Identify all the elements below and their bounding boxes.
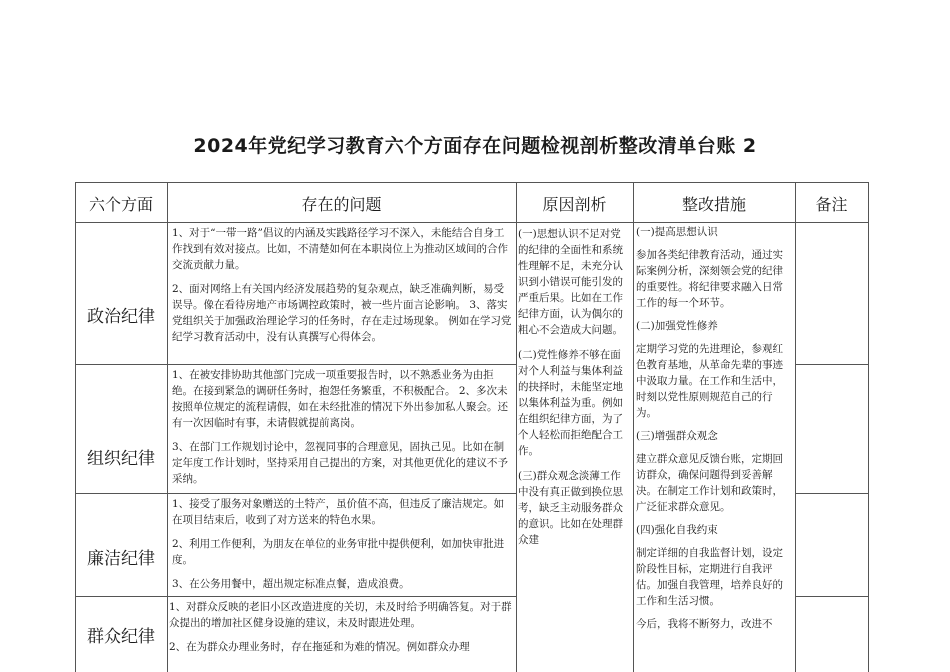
remark-divider-3 [795,596,869,597]
remark-divider-2 [795,493,869,494]
col-divider-1 [167,182,168,672]
header-measures: 整改措施 [681,195,746,214]
cause-item: (二)党性修养不够在面对个人利益与集体利益的抉择时，未能坚定地以集体利益为重。例如在组织纪律方面，为了个人轻松而拒绝配合工作。 [518,349,623,457]
problem-item: 2、利用工作便利，为朋友在单位的业务审批中提供便利，如加快审批进度。 [172,538,505,566]
table-border-right [868,182,869,672]
problem-item: 2、在为群众办理业务时，存在拖延和为难的情况。例如群众办理 [169,641,470,653]
problems-organizational [172,367,512,492]
measure-heading: (三)增强群众观念 [636,430,718,442]
cause-item: (三)群众观念淡薄工作中没有真正做到换位思考，缺乏主动服务群众的意识。比如在处理群众建 [518,470,623,546]
cause-item: (一)思想认识不足对党的纪律的全面性和系统性理解不足，未充分认识到小错误可能引发的严重后果。比如在工作纪律方面，认为偶尔的粗心不会造成大问题。 [518,228,623,336]
header-aspect: 六个方面 [88,195,153,214]
measure-text: 制定详细的自我监督计划，设定阶段性目标，定期进行自我评估。加强自我管理，培养良好的工作和生活习惯。 [636,547,783,607]
problem-item: 3、在部门工作规划讨论中，忽视同事的合理意见，固执己见。比如在制定年度工作计划时，坚持采用自己提出的方案，对其他更优化的建议不予采纳。 [172,441,508,485]
remark-cell [797,366,867,492]
table-border-top [75,182,869,183]
row-divider-1 [75,364,516,365]
causes-cell [518,226,630,672]
problems-political [172,225,512,363]
remark-cell [797,224,867,363]
row-divider-2 [75,493,516,494]
row-label-mass: 群众纪律 [87,627,155,647]
problems-integrity [172,496,512,595]
measure-text: 参加各类纪律教育活动，通过实际案例分析，深刻领会党的纪律的重要性。将纪律要求融入日常工作的每一个环节。 [636,249,783,309]
row-label-integrity: 廉洁纪律 [87,549,155,569]
measure-text: 今后，我将不断努力，改进不 [636,618,773,630]
problem-item: 3、在公务用餐中，超出规定标准点餐，造成浪费。 [172,578,410,590]
col-divider-3 [633,182,634,672]
remark-divider-1 [795,364,869,365]
row-divider-3 [75,596,516,597]
problem-item: 1、对群众反映的老旧小区改造进度的关切，未及时给予明确答复。对于群众提出的增加社区健身设施的建议，未及时跟进处理。 [169,601,512,629]
header-problems: 存在的问题 [301,195,382,214]
measure-text: 定期学习党的先进理论，参观红色教育基地，从革命先辈的事迹中汲取力量。在工作和生活中，时刻以党性原则规范自己的行为。 [636,343,783,419]
problem-item: 1、对于“一带一路”倡议的内涵及实践路径学习不深入，未能结合自身工作找到有效对接点。比如，不清楚如何在本职岗位上为推动区域间的合作交流贡献力量。 [172,227,508,271]
problem-item: 1、接受了服务对象赠送的土特产，虽价值不高，但违反了廉洁规定。如在项目结束后，收到了对方送来的特色水果。 [172,498,505,526]
header-remarks: 备注 [815,195,848,214]
row-label-organizational: 组织纪律 [87,449,155,469]
measure-heading: (四)强化自我约束 [636,524,718,536]
header-bottom-rule [75,222,869,223]
header-causes: 原因剖析 [542,195,607,214]
measures-cell [636,224,792,672]
table-border-left [75,182,76,672]
measure-text: 建立群众意见反馈台账，定期回访群众，确保问题得到妥善解决。在制定工作计划和政策时，广泛征求群众意见。 [636,453,783,513]
measure-heading: (一)提高思想认识 [636,226,718,238]
row-label-political: 政治纪律 [87,307,155,327]
remark-cell [797,598,867,672]
problem-item: 2、面对网络上有关国内经济发展趋势的复杂观点，缺乏准确判断，易受误导。像在看待房地产市场调控政策时，被一些片面言论影响。 3、落实党组织关于加强政治理论学习的任务时，存在走过场现象。 例如在学习党纪学习教育活动中，没有认真撰写心得体会。 [172,283,512,343]
problem-item: 1、在被安排协助其他部门完成一项重要报告时，以不熟悉业务为由拒绝。在接到紧急的调研任务时，抱怨任务繁重，不积极配合。 2、多次未按照单位规定的流程请假，如在未经批准的情况下外出参加私人聚会。还有一次因临时有事，未请假就提前离岗。 [172,369,508,429]
col-divider-4 [795,182,796,672]
remark-cell [797,495,867,595]
measure-heading: (二)加强党性修养 [636,320,718,332]
document-title: 2024年党纪学习教育六个方面存在问题检视剖析整改清单台账 2 [193,135,757,157]
col-divider-2 [516,182,517,672]
problems-mass [169,599,512,672]
